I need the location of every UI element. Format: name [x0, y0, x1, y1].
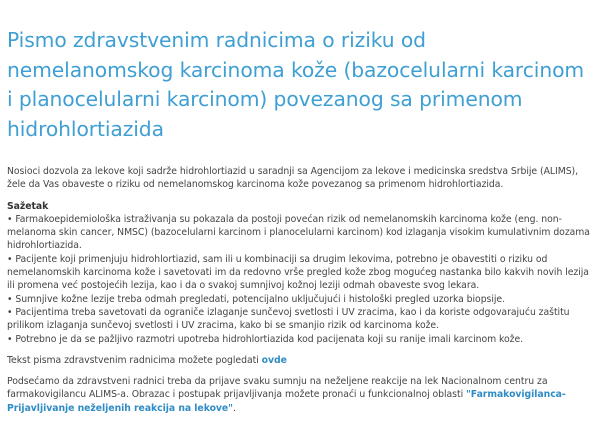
bullet-item: • Sumnjive kožne lezije treba odmah pregledati, potencijalno uključujući i histološki pregled uzorka biopsije. [7, 293, 505, 305]
report-paragraph [7, 375, 595, 415]
pharmacovigilance-link[interactable]: "Farmakovigilanca-Prijavljivanje neželjenih reakcija na lekove" [7, 389, 566, 414]
letter-paragraph [7, 354, 595, 367]
bullet-item: • Farmakoepidemiološka istraživanja su pokazala da postoji povećan rizik od nemelanomskih karcinoma kože (eng. non-melanoma skin cancer, NMSC) (bazocelularni karcinom i planocelularni karcinom) kod izlaganja visokim kumulativnim dozama hidrohlortiazida. [7, 213, 590, 252]
letter-text: Tekst pisma zdravstvenim radnicima možete pogledati [7, 354, 259, 366]
report-end: . [232, 402, 236, 414]
article-body [7, 165, 595, 415]
summary-heading: Sažetak [7, 200, 49, 212]
page-title: Pismo zdravstvenim radnicima o riziku od nemelanomskog karcinoma kože (bazocelularni karcinom i planocelularni karcinom) povezanog sa primenom hidrohlortiazida [7, 28, 585, 141]
bullet-item: • Pacijente koji primenjuju hidrohlortiazid, sam ili u kombinaciji sa drugim lekovima, potrebno je obavestiti o riziku od nemelanomskih karcinoma kože i savetovati im da redovno vrše pregled kože zbog mogućeg nastanka bilo kakvih novih lezija ili promena već postojećih lezija, kao i da o svakoj sumnjivoj kožnoj leziji odmah obaveste svog lekara. [7, 253, 589, 292]
report-text: Podsećamo da zdravstveni radnici treba da prijave svaku sumnju na neželjene reakcije na lek Nacionalnom centru za farmakovigilancu ALIMS-a. Obrazac i postupak prijavljivanja možete pronaći u funkcionalnoj oblasti [7, 376, 548, 401]
letter-link[interactable]: ovde [261, 354, 287, 366]
bullet-item: • Potrebno je da se pažljivo razmotri upotreba hidrohlortiazida kod pacijenata koji su ranije imali karcinom kože. [7, 333, 524, 345]
intro-paragraph: Nosioci dozvola za lekove koji sadrže hidrohlortiazid u saradnji sa Agencijom za lekove i medicinska sredstva Srbije (ALIMS), žele da Vas obaveste o riziku od nemelanomskog karcinoma kože povezanog sa primenom hidrohlortiazida. [7, 166, 579, 191]
bullet-item: • Pacijentima treba savetovati da ograniče izlaganje sunčevoj svetlosti i UV zracima, kao i da koriste odgovarajuću zaštitu prilikom izlaganja sunčevoj svetlosti i UV zracima, kako bi se smanjio rizik od karcinoma kože. [7, 306, 570, 332]
